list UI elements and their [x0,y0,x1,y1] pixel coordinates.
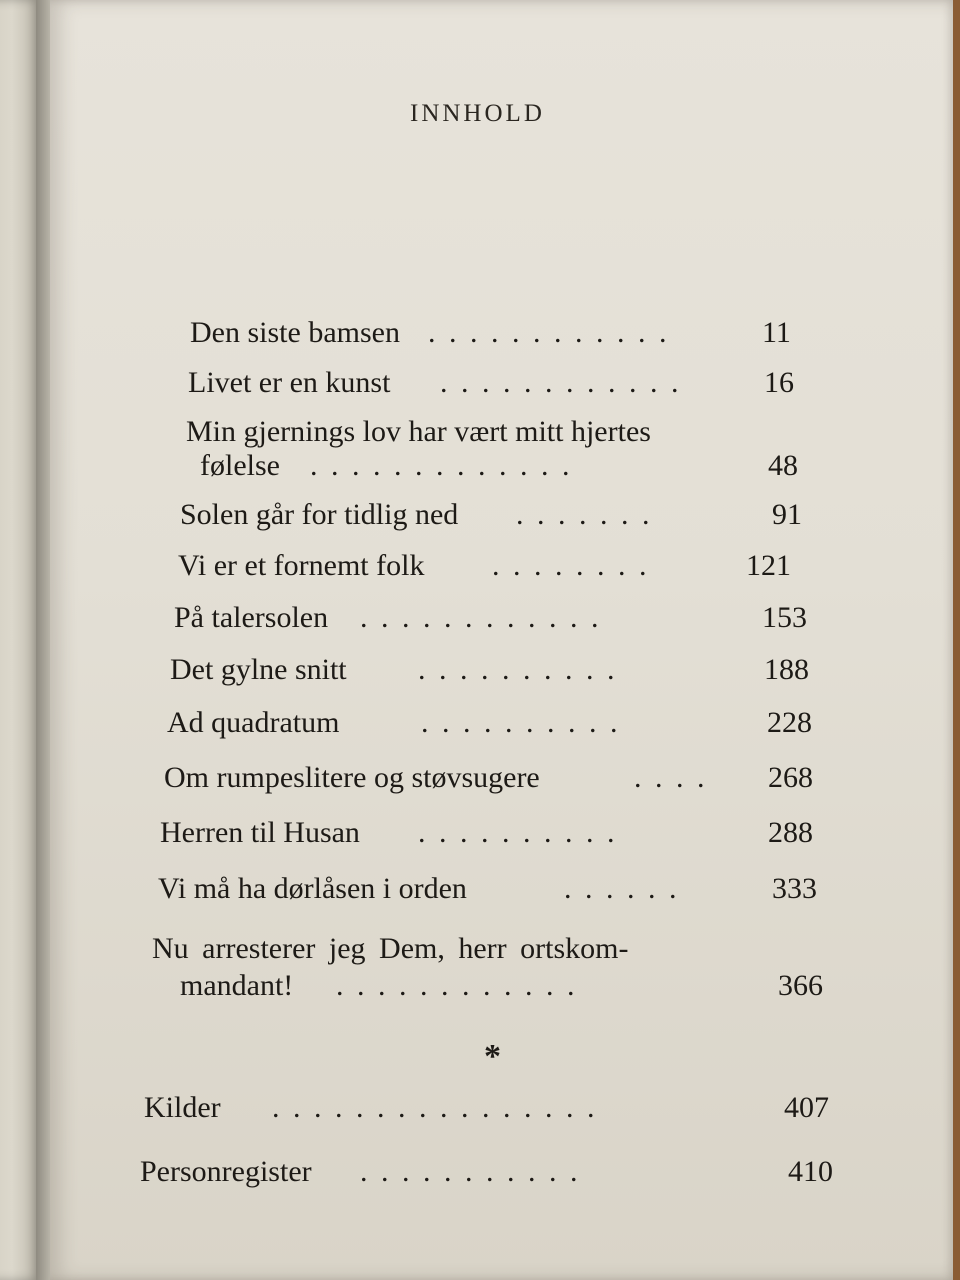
toc-entry-title: På talersolen [174,601,329,634]
toc-entry-title: Herren til Husan [160,816,360,849]
toc-back-entry [144,1088,844,1128]
toc-entry-leader: . . . . . . . . . . [418,653,618,686]
toc-entry-page: 410 [788,1155,833,1188]
toc-entry-leader: . . . . . . . . . . . . . [310,449,573,482]
toc-entry [164,758,824,798]
toc-entry-title: Om rumpeslitere og støvsugere [164,761,540,794]
toc-entry-page: 333 [772,872,817,905]
toc-entry-leader: . . . . . . . . . . . [360,1155,581,1188]
toc-entry-title: Kilder [144,1091,221,1124]
section-separator: * [484,1038,501,1075]
toc-entry-page: 153 [762,601,807,634]
toc-entry-page: 91 [772,498,802,531]
toc-entry-title: Det gylne snitt [170,653,347,686]
toc-entry [190,313,800,353]
toc-entry-title: Personregister [140,1155,312,1188]
toc-entry [178,546,810,586]
toc-entry [158,869,830,909]
toc-entry-title: Vi er et fornemt folk [178,549,425,582]
toc-entry-page: 16 [764,366,794,399]
toc-entry-title: Vi må ha dørlåsen i orden [158,872,467,905]
toc-entry [180,966,840,1006]
toc-entry-title: Den siste bamsen [190,316,400,349]
toc-entry-page: 121 [746,549,791,582]
toc-entry-page: 268 [768,761,813,794]
toc-entry-leader: . . . . . . . . . . [421,706,621,739]
toc-entry [167,703,819,743]
toc-entry-leader: . . . . . . . . [492,549,650,582]
toc-entry [174,598,814,638]
toc-entry-page: 228 [767,706,812,739]
book-gutter [36,0,50,1280]
toc-entry-leader: . . . . . . . . . . . . [336,969,578,1002]
toc-entry-title: Solen går for tidlig ned [180,498,459,531]
toc-entry-title: Livet er en kunst [188,366,391,399]
toc-entry [170,650,816,690]
toc-entry-title-continued: følelse [200,449,280,482]
contents-heading: INNHOLD [410,100,545,127]
toc-entry [180,495,810,535]
toc-entry-leader: . . . . . . . . . . [418,816,618,849]
toc-entry-page: 366 [778,969,823,1002]
toc-entry-leader: . . . . . . [564,872,680,905]
toc-entry-leader: . . . . . . . [516,498,653,531]
toc-entry-leader: . . . . . . . . . . . . . . . . [272,1091,598,1124]
toc-entry [188,363,800,403]
toc-entry-title: Min gjernings lov har vært mitt hjertes [186,415,651,448]
toc-entry-page: 288 [768,816,813,849]
toc-entry-leader: . . . . . . . . . . . . [428,316,670,349]
toc-entry-leader: . . . . . . . . . . . . [360,601,602,634]
toc-back-entry [140,1152,850,1192]
toc-entry-title: Ad quadratum [167,706,340,739]
toc-entry [200,446,810,486]
toc-entry-leader: . . . . [634,761,708,794]
facing-page-edge [0,0,40,1280]
toc-entry-page: 11 [762,316,791,349]
toc-entry-leader: . . . . . . . . . . . . [440,366,682,399]
toc-entry-page: 48 [768,449,798,482]
toc-entry-page: 188 [764,653,809,686]
toc-entry-title-continued: mandant! [180,969,294,1002]
toc-entry [160,813,826,853]
toc-entry-title: Nu arresterer jeg Dem, herr ortskom- [152,932,629,965]
toc-entry-page: 407 [784,1091,829,1124]
